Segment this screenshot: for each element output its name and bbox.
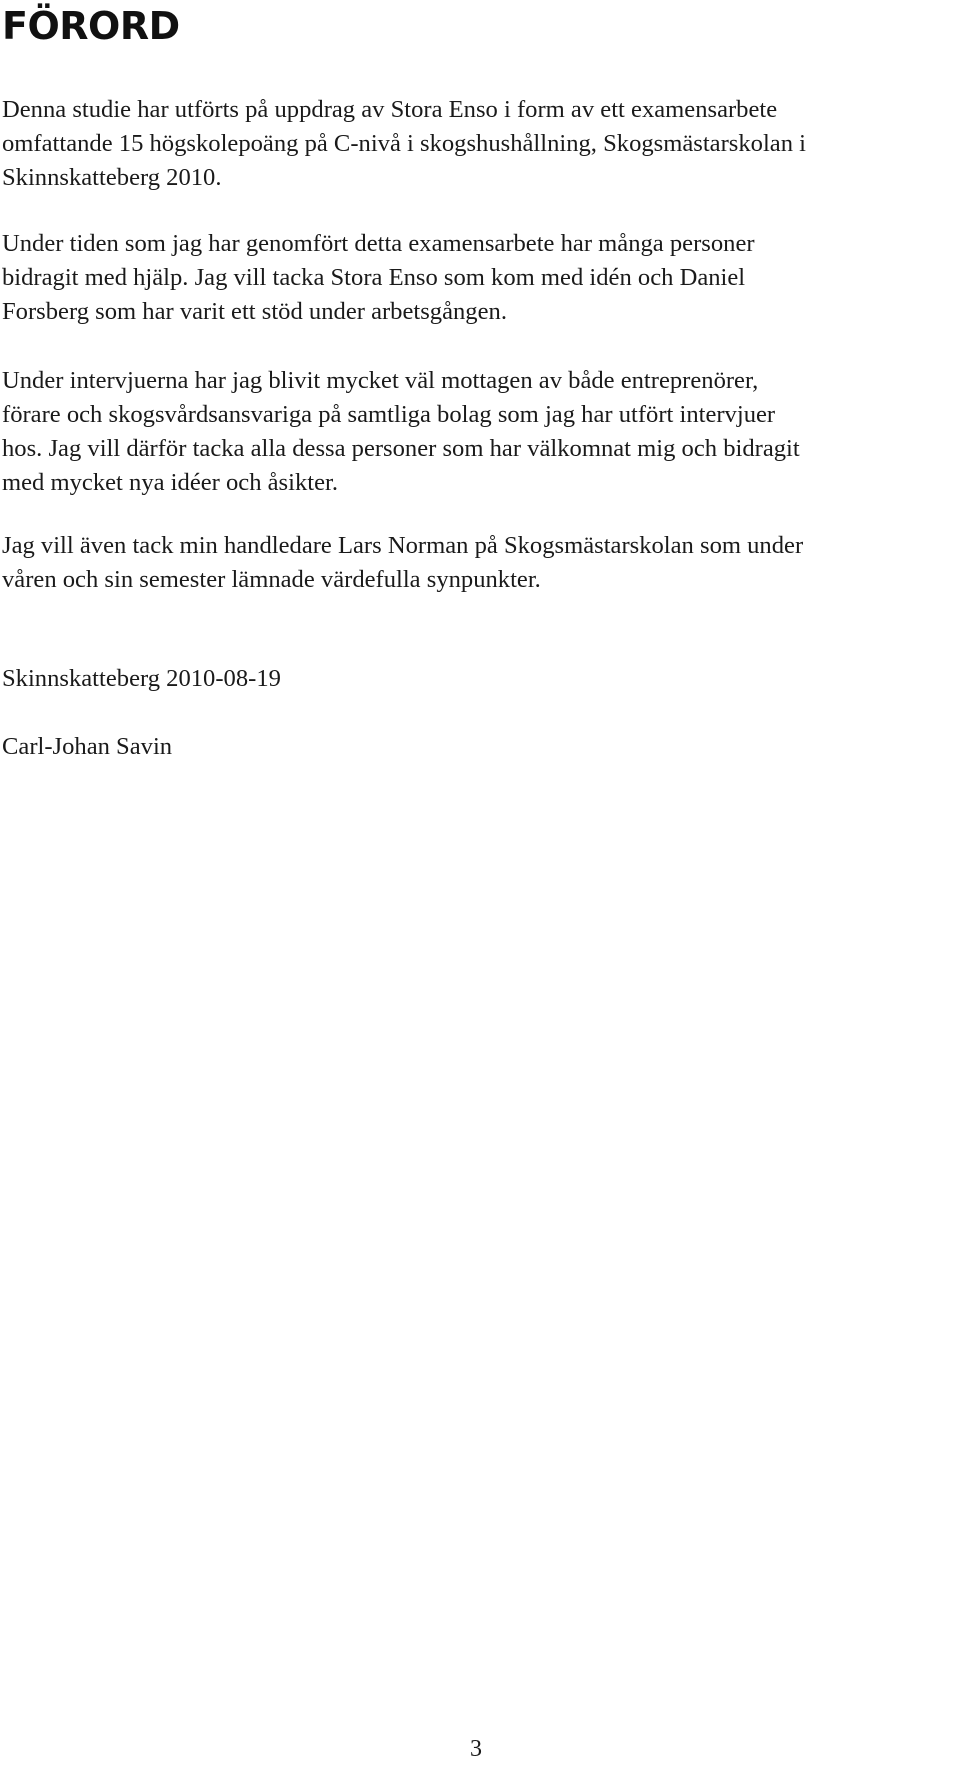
page-heading: FÖRORD (2, 4, 180, 48)
text-line: Jag vill även tack min handledare Lars Norman på Skogsmästarskolan som under (2, 532, 804, 559)
text-line: omfattande 15 högskolepoäng på C-nivå i skogshushållning, Skogsmästarskolan i (2, 130, 806, 157)
text-line: Skinnskatteberg 2010. (2, 164, 222, 191)
place-and-date: Skinnskatteberg 2010-08-19 (2, 665, 281, 692)
paragraph-thanks-interviewees (2, 364, 952, 500)
text-line: förare och skogsvårdsansvariga på samtliga bolag som jag har utfört intervjuer (2, 401, 776, 428)
text-line: med mycket nya idéer och åsikter. (2, 469, 338, 496)
text-line: Under intervjuerna har jag blivit mycket väl mottagen av både entreprenörer, (2, 367, 759, 394)
text-line: Under tiden som jag har genomfört detta examensarbete har många personer (2, 230, 755, 257)
text-line: bidragit med hjälp. Jag vill tacka Stora Enso som kom med idén och Daniel (2, 264, 746, 291)
paragraph-thanks-stora-enso (2, 227, 952, 329)
text-line: Denna studie har utförts på uppdrag av Stora Enso i form av ett examensarbete (2, 96, 778, 123)
paragraph-intro (2, 93, 952, 195)
text-line: hos. Jag vill därför tacka alla dessa personer som har välkomnat mig och bidragit (2, 435, 800, 462)
page-number: 3 (470, 1736, 482, 1762)
text-line: Forsberg som har varit ett stöd under arbetsgången. (2, 298, 507, 325)
author-name: Carl-Johan Savin (2, 733, 173, 760)
text-line: våren och sin semester lämnade värdefulla synpunkter. (2, 566, 541, 593)
paragraph-thanks-supervisor (2, 529, 952, 597)
